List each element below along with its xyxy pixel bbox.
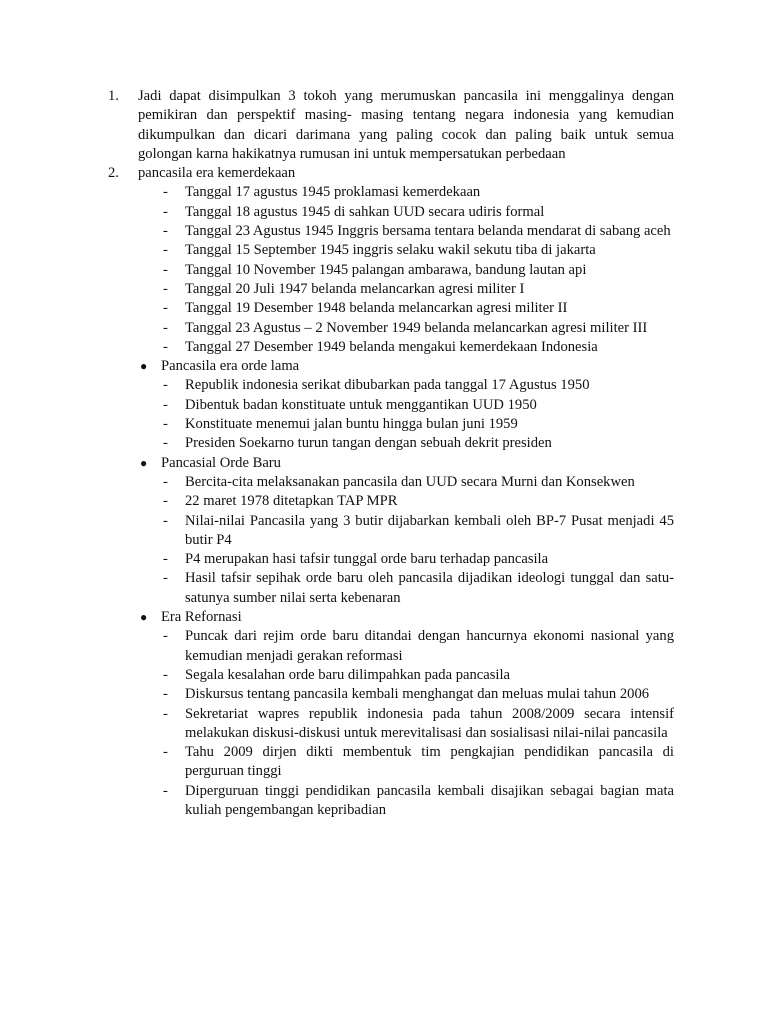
dash-item — [108, 685, 674, 704]
dash-item — [108, 492, 674, 511]
dash-item-text: Republik indonesia serikat dibubarkan pada tanggal 17 Agustus 1950 — [185, 377, 590, 394]
dash-item — [108, 338, 674, 357]
dash-marker: - — [163, 473, 168, 490]
list-item-text: Jadi dapat disimpulkan 3 tokoh yang merumuskan pancasila ini menggalinya dengan pemikiran dan perspektif masing- masing tentang negara indonesia yang kemudian dikumpulkan dan dicari darimana yang paling cocok dan paling baik untuk semua golongan karna hakikatnya rumusan ini untuk mempersatukan perbedaan — [138, 88, 674, 162]
dash-item-text: Tanggal 23 Agustus 1945 Inggris bersama tentara belanda mendarat di sabang aceh — [185, 223, 671, 240]
dash-marker: - — [163, 551, 168, 568]
dash-item-text: Nilai-nilai Pancasila yang 3 butir dijabarkan kembali oleh BP-7 Pusat menjadi 45 butir P4 — [185, 512, 674, 548]
dash-item-text: Tanggal 19 Desember 1948 belanda melancarkan agresi militer II — [185, 300, 568, 317]
section-title: Pancasial Orde Baru — [161, 454, 281, 471]
dash-item-text: Tanggal 10 November 1945 palangan ambarawa, bandung lautan api — [185, 261, 587, 278]
dash-item — [108, 203, 674, 222]
dash-item-text: Diperguruan tinggi pendidikan pancasila kembali disajikan sebagai bagian mata kuliah pengembangan kepribadian — [185, 782, 674, 818]
bullet-marker: ● — [140, 455, 148, 470]
dash-item — [108, 550, 674, 569]
dash-marker: - — [163, 223, 168, 240]
dash-item — [108, 743, 674, 782]
dash-marker: - — [163, 686, 168, 703]
numbered-item-2 — [108, 164, 674, 183]
dash-marker: - — [163, 416, 168, 433]
dash-item-text: Tanggal 18 agustus 1945 di sahkan UUD secara udiris formal — [185, 203, 545, 220]
dash-item — [108, 299, 674, 318]
dash-marker: - — [163, 184, 168, 201]
dash-item — [108, 705, 674, 744]
dash-marker: - — [163, 377, 168, 394]
dash-item-text: Bercita-cita melaksanakan pancasila dan UUD secara Murni dan Konsekwen — [185, 473, 635, 490]
dash-marker: - — [163, 512, 168, 529]
dash-marker: - — [163, 570, 168, 587]
dash-marker: - — [163, 280, 168, 297]
dash-item — [108, 183, 674, 202]
section-title: Pancasila era orde lama — [161, 358, 300, 375]
list-item-text: pancasila era kemerdekaan — [138, 165, 296, 182]
orde-baru-dash-list — [108, 473, 674, 608]
dash-item-text: Tanggal 27 Desember 1949 belanda mengakui kemerdekaan Indonesia — [185, 338, 598, 355]
dash-item-text: Presiden Soekarno turun tangan dengan sebuah dekrit presiden — [185, 435, 552, 452]
dash-marker: - — [163, 203, 168, 220]
dash-item-text: Tanggal 15 September 1945 inggris selaku wakil sekutu tiba di jakarta — [185, 242, 596, 259]
dash-item-text: Segala kesalahan orde baru dilimpahkan pada pancasila — [185, 666, 510, 683]
dash-item — [108, 280, 674, 299]
numbered-item-1 — [108, 87, 674, 164]
section-heading-orde-lama — [108, 357, 674, 376]
dash-marker: - — [163, 628, 168, 645]
list-number: 1. — [108, 88, 119, 104]
dash-marker: - — [163, 338, 168, 355]
dash-marker: - — [163, 261, 168, 278]
section-title: Era Refornasi — [161, 609, 242, 626]
dash-item-text: Hasil tafsir sepihak orde baru oleh pancasila dijadikan ideologi tunggal dan satu-satunya sumber nilai serta kebenaran — [185, 570, 674, 606]
kemerdekaan-dash-list — [108, 183, 674, 357]
dash-marker: - — [163, 300, 168, 317]
dash-item-text: Tanggal 23 Agustus – 2 November 1949 belanda melancarkan agresi militer III — [185, 319, 648, 336]
dash-item-text: Konstituate menemui jalan buntu hingga bulan juni 1959 — [185, 416, 518, 433]
dash-marker: - — [163, 493, 168, 510]
dash-item — [108, 319, 674, 338]
dash-item-text: Tanggal 17 agustus 1945 proklamasi kemerdekaan — [185, 184, 481, 201]
bullet-marker: ● — [140, 359, 148, 374]
dash-item-text: Puncak dari rejim orde baru ditandai dengan hancurnya ekonomi nasional yang kemudian menjadi gerakan reformasi — [185, 628, 674, 664]
reformasi-dash-list — [108, 627, 674, 820]
dash-item — [108, 415, 674, 434]
dash-item — [108, 434, 674, 453]
dash-item-text: Tanggal 20 Juli 1947 belanda melancarkan agresi militer I — [185, 280, 525, 297]
dash-marker: - — [163, 705, 168, 722]
dash-item — [108, 241, 674, 260]
dash-item-text: P4 merupakan hasi tafsir tunggal orde baru terhadap pancasila — [185, 551, 549, 568]
document-content — [108, 87, 674, 820]
dash-item — [108, 396, 674, 415]
dash-marker: - — [163, 242, 168, 259]
dash-item — [108, 666, 674, 685]
dash-marker: - — [163, 435, 168, 452]
dash-item — [108, 569, 674, 608]
dash-item-text: Dibentuk badan konstituate untuk menggantikan UUD 1950 — [185, 396, 537, 413]
list-number: 2. — [108, 165, 119, 182]
orde-lama-dash-list — [108, 376, 674, 453]
bullet-marker: ● — [140, 610, 148, 625]
dash-item — [108, 782, 674, 821]
dash-item — [108, 512, 674, 551]
dash-item — [108, 376, 674, 395]
dash-marker: - — [163, 782, 168, 799]
dash-item — [108, 473, 674, 492]
dash-marker: - — [163, 744, 168, 761]
dash-item — [108, 222, 674, 241]
section-heading-reformasi — [108, 608, 674, 627]
dash-marker: - — [163, 396, 168, 413]
dash-marker: - — [163, 319, 168, 336]
dash-item — [108, 261, 674, 280]
dash-item-text: Sekretariat wapres republik indonesia pada tahun 2008/2009 secara intensif melakukan diskusi-diskusi untuk merevitalisasi dan sosialisasi nilai-nilai pancasila — [185, 705, 674, 741]
dash-marker: - — [163, 666, 168, 683]
section-heading-orde-baru — [108, 454, 674, 473]
dash-item-text: Tahu 2009 dirjen dikti membentuk tim pengkajian pendidikan pancasila di perguruan tinggi — [185, 744, 674, 780]
dash-item — [108, 627, 674, 666]
dash-item-text: Diskursus tentang pancasila kembali menghangat dan meluas mulai tahun 2006 — [185, 686, 650, 703]
dash-item-text: 22 maret 1978 ditetapkan TAP MPR — [185, 493, 398, 510]
